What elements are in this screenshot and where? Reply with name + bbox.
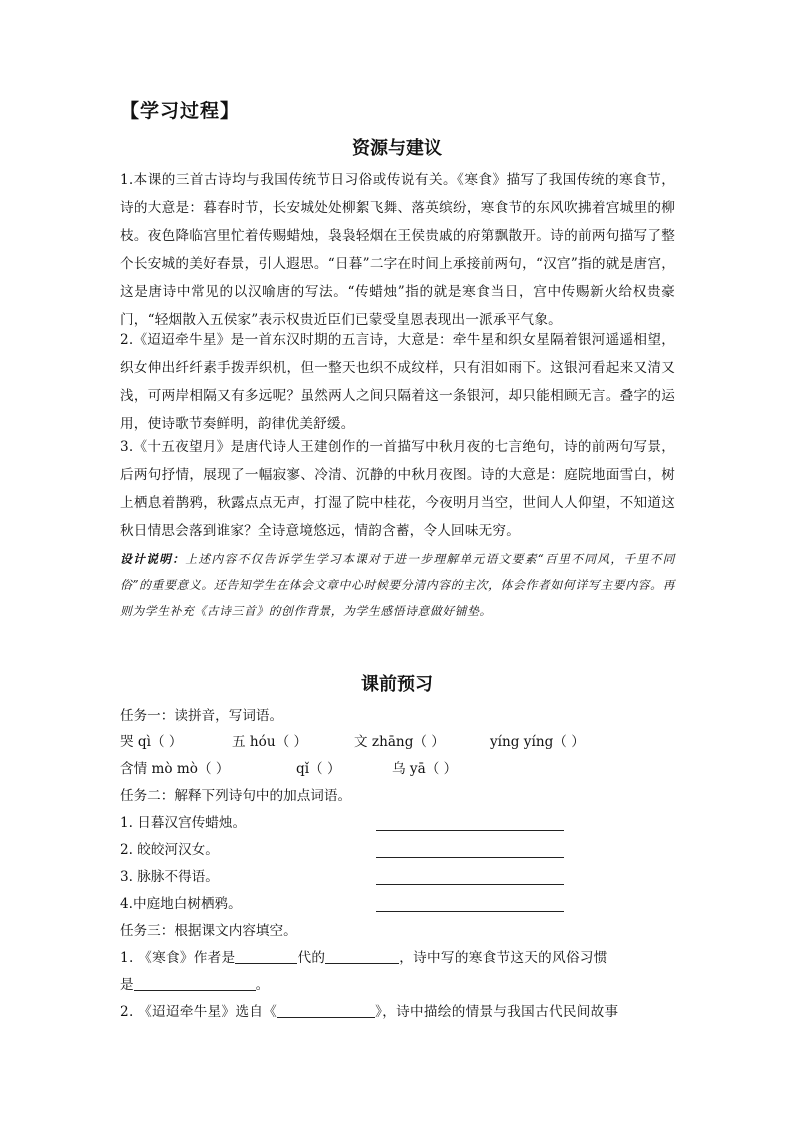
preview-title: 课前预习: [361, 674, 433, 695]
q2-text: 》，诗中描绘的情景与我国古代民间故事: [375, 1004, 619, 1020]
task2-item-4: [120, 891, 680, 917]
pinyin-row-1: [120, 729, 680, 755]
task3-question-1: [120, 945, 680, 971]
pinyin-item[interactable]: qǐ（ ）: [296, 761, 341, 777]
task1-title: 任务一：读拼音，写词语。: [120, 708, 284, 724]
task2-item-text: 4.中庭地白树栖鸦。: [120, 896, 242, 912]
resource-paragraph-1: 1.本课的三首古诗均与我国传统节日习俗或传说有关。《寒食》描写了我国传统的寒食节，诗的大意是：暮春时节，长安城处处柳絮飞舞、落英缤纷，寒食节的东风吹拂着宫城里的柳枝。夜色降临宫里忙着传赐蜡烛，袅袅轻烟在王侯贵戚的府第飘散开。诗的前两句描写了整个长安城的美好春景，引人遐思。“日暮”二字在时间上承接前两句，“汉宫”指的就是唐宫，这是唐诗中常见的以汉喻唐的写法。“传蜡烛”指的就是寒食当日，宫中传赐新火给权贵豪门，“轻烟散入五侯家”表示权贵近臣们已蒙受皇恩表现出一派承平气象。: [120, 172, 675, 328]
fill-blank[interactable]: [134, 974, 256, 991]
q1-text: 。: [255, 977, 270, 993]
task2-item-2: [120, 837, 680, 863]
resource-paragraph-2: 2.《迢迢牵牛星》是一首东汉时期的五言诗，大意是：牵牛星和织女星隔着银河遥遥相望，织女伸出纤纤素手拨弄织机，但一整天也织不成纹样，只有泪如雨下。这银河看起来又清又浅，可两岸相隔又有多远呢？虽然两人之间只隔着这一条银河，却只能相顾无言。叠字的运用，使诗歌节奏鲜明，韵律优美舒缓。: [120, 332, 675, 432]
task2-item-text: 1. 日暮汉宫传蜡烛。: [120, 815, 247, 831]
task3-question-1-cont: [120, 972, 680, 998]
q1-text: 1. 《寒食》作者是: [120, 950, 236, 966]
task2-item-1: [120, 810, 680, 836]
answer-line[interactable]: [376, 866, 564, 885]
pinyin-row-2: [120, 756, 680, 782]
fill-blank[interactable]: [325, 947, 399, 964]
answer-line[interactable]: [376, 893, 564, 912]
task2-title: 任务二：解释下列诗句中的加点词语。: [120, 788, 352, 804]
resources-title: 资源与建议: [352, 138, 442, 159]
q1-text: 是: [120, 977, 134, 993]
pinyin-item[interactable]: 五 hóu（ ）: [232, 734, 308, 750]
pinyin-item[interactable]: 文 zhāng（ ）: [354, 734, 445, 750]
design-note-text: 上述内容不仅告诉学生学习本课对于进一步理解单元语文要素“百里不同风，千里不同俗”的重要意义。还告知学生在体会文章中心时候要分清内容的主次，体会作者如何详写主要内容。再则为学生补充《古诗三首》的创作背景，为学生感悟诗意做好铺垫。: [120, 552, 675, 618]
pinyin-item[interactable]: 含情 mò mò（ ）: [120, 761, 230, 777]
fill-blank[interactable]: [235, 947, 297, 964]
design-note-label: 设计说明：: [120, 552, 186, 566]
section-heading-learning-process: 【学习过程】: [120, 100, 241, 122]
pinyin-item[interactable]: yíng yíng（ ）: [490, 734, 585, 750]
task2-item-text: 3. 脉脉不得语。: [120, 869, 219, 885]
q1-text: 代的: [297, 950, 326, 966]
pinyin-item[interactable]: 哭 qì（ ）: [120, 734, 183, 750]
design-note: [120, 546, 675, 624]
resource-paragraph-3: 3.《十五夜望月》是唐代诗人王建创作的一首描写中秋月夜的七言绝句，诗的前两句写景，后两句抒情，展现了一幅寂寥、冷清、沉静的中秋月夜图。诗的大意是：庭院地面雪白，树上栖息着鹊鸦，秋露点点无声，打湿了院中桂花，今夜明月当空，世间人人仰望，不知道这秋日情思会落到谁家？全诗意境悠远，情韵含蓄，令人回味无穷。: [120, 439, 675, 539]
task3-title: 任务三：根据课文内容填空。: [120, 923, 297, 939]
q1-text: ，诗中写的寒食节这天的风俗习惯: [399, 950, 608, 966]
fill-blank[interactable]: [277, 1001, 375, 1018]
q2-text: 2. 《迢迢牵牛星》选自《: [120, 1004, 278, 1020]
task2-item-text: 2. 皎皎河汉女。: [120, 842, 219, 858]
answer-line[interactable]: [376, 839, 564, 858]
task3-question-2: [120, 999, 680, 1025]
answer-line[interactable]: [376, 812, 564, 831]
task2-item-3: [120, 864, 680, 890]
pinyin-item[interactable]: 乌 yā（ ）: [392, 761, 458, 777]
